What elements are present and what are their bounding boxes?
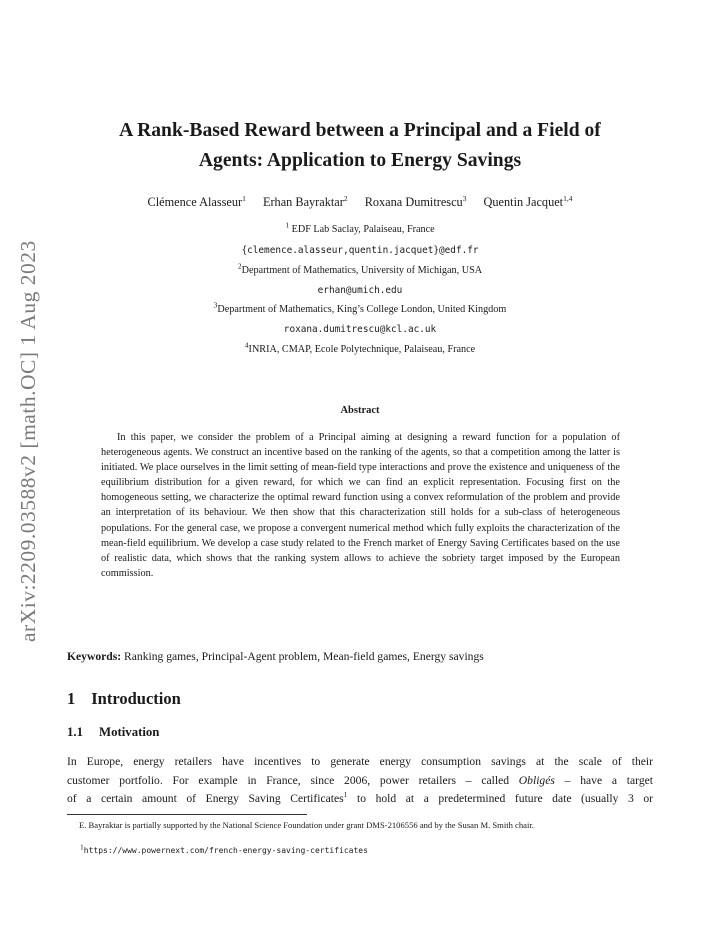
- paper-title: [60, 116, 660, 176]
- keywords-label: Keywords:: [67, 650, 122, 663]
- title-line-1: A Rank-Based Reward between a Principal and a Field of: [119, 120, 601, 141]
- author-jacquet: Quentin Jacquet$^{1,4}$: [483, 193, 573, 209]
- keywords: [67, 650, 657, 663]
- affiliation-4: $^4$INRIA, CMAP, Ecole Polytechnique, Palaiseau, France: [244, 340, 476, 355]
- footnote-divider: [67, 814, 307, 815]
- affiliation-2: $^2$Department of Mathematics, University of Michigan, USA: [237, 261, 483, 276]
- subsection-heading-motivation: 1.1 Motivation: [67, 725, 160, 739]
- affiliation-3-email: roxana.dumitrescu@kcl.ac.uk: [283, 324, 437, 335]
- abstract-body: In this paper, we consider the problem of a Principal aiming at designing a reward function for a population of heterogeneous agents. We construct an incentive based on the ranking of the agents, so that a competition among the latter is initiated. We place ourselves in the limit setting of mean-field type interactions and prove the existence and uniqueness of the equilibrium distribution for a given reward, for which we can find an explicit representation. Focusing first on the homogeneous setting, we characterize the optimal reward function using a convex reformulation of the problem and provide an interpretation of its behaviour. We then show that this characterization still holds for a sub-class of heterogeneous populations. For the general case, we propose a convergent numerical method which fully exploits the characterization of the mean-field equilibrium. We develop a case study related to the French market of Energy Saving Certificates based on the use of realistic data, which shows that the ranking system allows to achieve the sobriety target imposed by the European commission.: [101, 432, 620, 579]
- author-dumitrescu: Roxana Dumitrescu$^3$: [364, 193, 467, 209]
- arxiv-identifier-stamp: arXiv:2209.03588v2 [math.OC] 1 Aug 2023: [16, 240, 40, 642]
- abstract-heading: Abstract: [340, 405, 380, 416]
- affiliation-3: $^3$Department of Mathematics, King’s College London, United Kingdom: [213, 300, 507, 315]
- intro-line-2: customer portfolio. For example in France, since 2006, power retailers – called Obligés – have a target: [67, 773, 653, 787]
- introduction-paragraph: [67, 753, 653, 809]
- affiliation-1-email: {clemence.alasseur,quentin.jacquet}@edf.fr: [241, 245, 479, 256]
- keywords-list: Ranking games, Principal-Agent problem, Mean-field games, Energy savings: [124, 650, 484, 663]
- footnote-1: $^1$https://www.powernext.com/french-energy-saving-certificates: [80, 842, 368, 855]
- footnote-funding: E. Bayraktar is partially supported by the National Science Foundation under grant DMS-2106556 and by the Susan M. Smith chair.: [79, 820, 534, 830]
- author-bayraktar: Erhan Bayraktar$^2$: [262, 193, 348, 209]
- affiliation-1: $^1$ EDF Lab Saclay, Palaiseau, France: [285, 220, 435, 235]
- author-alasseur: Clémence Alasseur$^1$: [147, 193, 246, 209]
- intro-line-3: of a certain amount of Energy Saving Certificates$^1$ to hold at a predetermined future date (usually 3 or: [67, 790, 653, 805]
- affiliation-2-email: erhan@umich.edu: [317, 285, 403, 296]
- intro-line-1: In Europe, energy retailers have incentives to generate energy consumption savings at the scale of their: [67, 755, 653, 768]
- author-list: [80, 195, 640, 210]
- title-line-2: Agents: Application to Energy Savings: [198, 150, 522, 171]
- section-heading-introduction: 1 Introduction: [67, 689, 181, 708]
